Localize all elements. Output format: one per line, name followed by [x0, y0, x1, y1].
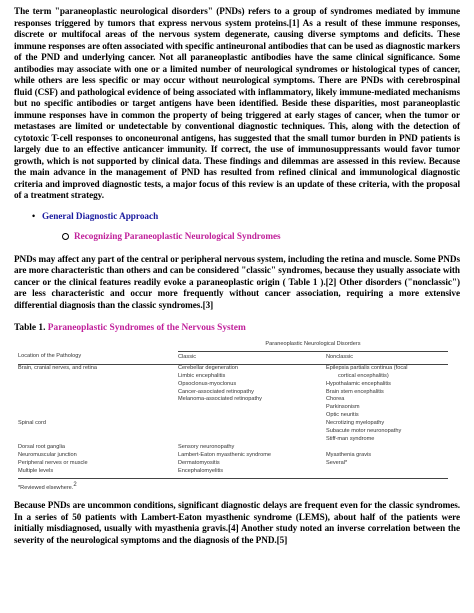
- table-body: [18, 364, 448, 478]
- col-header-nonclassic: Nonclassic: [326, 351, 448, 364]
- cell-classic: Cerebellar degeneration: [178, 364, 239, 371]
- footnote-ref: 2: [73, 481, 77, 488]
- recognizing-pnd-link[interactable]: Recognizing Paraneoplastic Neurological Syndromes: [74, 230, 281, 241]
- table-row: [18, 452, 448, 460]
- cell-nonclassic: Myasthenia gravis: [326, 451, 372, 458]
- cell-nonclassic: [326, 444, 448, 452]
- cell-nonclassic: Necrotizing myelopathy: [326, 420, 385, 427]
- cell-location: [18, 428, 178, 436]
- cell-nonclassic: Epilepsia partialis continua (focal: [326, 364, 408, 371]
- cell-classic: [178, 428, 326, 436]
- table-caption: [14, 322, 460, 334]
- subsection-nav: [42, 230, 460, 242]
- table-group-header: Paraneoplastic Neurological Disorders: [178, 340, 448, 351]
- cell-classic: Sensory neuronopathy: [178, 443, 235, 450]
- nav-item-recognizing: [74, 230, 460, 242]
- classic-syndromes-paragraph: PNDs may affect any part of the central or peripheral nervous system, including the retina and muscle. Some PNDs are more characteristic than others and can be considered "classic" syndromes, because they usually associate with cancer or the clinical features readily evoke a paraneoplastic origin ( Table 1 ).[2] Other disorders ("nonclassic") are less characteristic and occur more frequently without cancer association, requiring a more extensive differential diagnosis than the classic syndromes.[3]: [14, 253, 460, 310]
- cell-location: [18, 436, 178, 444]
- cell-nonclassic: [326, 468, 448, 478]
- nav-item-general-approach: [42, 210, 460, 242]
- cell-location: Brain, cranial nerves, and retina: [18, 364, 97, 371]
- cell-classic: Dermatomyositis: [178, 459, 220, 466]
- table-corner: [18, 340, 178, 351]
- cell-location: [18, 381, 178, 389]
- table-figure: [18, 340, 448, 490]
- cell-location: Spinal cord: [18, 420, 46, 427]
- cell-classic: Limbic encephalitis: [178, 372, 226, 379]
- table-row: [18, 364, 448, 372]
- cell-location: [18, 404, 178, 412]
- table-row: [18, 444, 448, 452]
- section-nav: [14, 210, 460, 242]
- cell-location: Peripheral nerves or muscle: [18, 459, 88, 466]
- footnote-text: *Reviewed elsewhere.: [18, 484, 74, 491]
- table-row: [18, 460, 448, 468]
- cell-classic: Lambert-Eaton myasthenic syndrome: [178, 451, 271, 458]
- cell-nonclassic: Chorea: [326, 396, 345, 403]
- cell-location: [18, 412, 178, 420]
- cell-nonclassic: cortical encephalitis): [338, 372, 389, 379]
- col-header-location: Location of the Pathology: [18, 351, 178, 364]
- col-header-classic: Classic: [178, 351, 326, 364]
- cell-classic: Opsoclonus-myoclonus: [178, 380, 237, 387]
- table-row: [18, 396, 448, 404]
- cell-location: Neuromuscular junction: [18, 451, 77, 458]
- table-row: [18, 468, 448, 478]
- cell-nonclassic: Optic neuritis: [326, 412, 359, 419]
- hollow-bullet-icon: [62, 233, 69, 240]
- cell-classic: Encephalomyelitis: [178, 468, 326, 478]
- cell-nonclassic: Parkinsonism: [326, 404, 360, 411]
- table-row: [18, 428, 448, 436]
- cell-location: [18, 396, 178, 404]
- cell-classic: [178, 404, 326, 412]
- cell-nonclassic: Several*: [326, 459, 348, 466]
- table-row: [18, 412, 448, 420]
- diagnostic-delay-paragraph: Because PNDs are uncommon conditions, significant diagnostic delays are frequent even for the classic syndromes. In a series of 50 patients with Lambert-Eaton myasthenic syndrome (LEMS), about half of the patients were initially misdiagnosed, usually with myasthenia gravis.[4] Another study noted an inverse correlation between the severity of the neurological symptoms and the diagnosis of the PND.[5]: [14, 500, 460, 545]
- cell-classic: [178, 412, 326, 420]
- cell-location: [18, 373, 178, 381]
- cell-classic: Melanoma-associated retinopathy: [178, 396, 262, 403]
- syndromes-table: [18, 340, 448, 479]
- cell-nonclassic: Hypothalamic encephalitis: [326, 380, 391, 387]
- table-title: Paraneoplastic Syndromes of the Nervous System: [47, 323, 246, 333]
- general-diagnostic-approach-link[interactable]: General Diagnostic Approach: [42, 210, 159, 221]
- table-row: [18, 381, 448, 389]
- table-number: Table 1.: [14, 323, 46, 333]
- cell-nonclassic: Brain stem encephalitis: [326, 388, 384, 395]
- table-row: [18, 373, 448, 381]
- cell-classic: Cancer-associated retinopathy: [178, 388, 254, 395]
- table-row: [18, 389, 448, 397]
- table-row: [18, 404, 448, 412]
- cell-nonclassic: Subacute motor neuronopathy: [326, 428, 402, 435]
- cell-location: Dorsal root ganglia: [18, 443, 65, 450]
- table-footnote: [18, 482, 448, 491]
- cell-classic: [178, 420, 326, 428]
- cell-location: [18, 389, 178, 397]
- cell-location: Multiple levels: [18, 468, 178, 478]
- cell-nonclassic: Stiff-man syndrome: [326, 435, 375, 442]
- table-row: [18, 436, 448, 444]
- cell-classic: [178, 436, 326, 444]
- table-row: [18, 420, 448, 428]
- intro-paragraph: The term "paraneoplastic neurological disorders" (PNDs) refers to a group of syndromes mediated by immune responses triggered by tumors that express nervous system proteins.[1] As a result of these immune responses, discrete or multifocal areas of the nervous system degenerate, causing diverse symptoms and deficits. These immune responses are often associated with specific antineuronal antibodies that can be used as diagnostic markers of the PND and underlying cancer. Not all paraneoplastic antibodies have the same clinical significance. Some antibodies may associate with one or a limited number of neurological syndromes or histological types of cancer, while others are less specific or may occur without neurological symptoms. There are PNDs with cerebrospinal fluid (CSF) and pathological evidence of being associated with inflammatory, likely immune-mediated mechanisms but no specific antibodies or target antigens have been identified. Beside these disparities, most paraneoplastic immune responses have in common the property of being triggered at early stages of cancer, when the tumor or metastases are limited or undetectable by conventional diagnostic techniques. This, along with the detection of cytotoxic T-cell responses to onconeuronal antigens, has suggested that the small tumor burden in PND patients is largely due to an effective anticancer immunity. If correct, the use of immunosuppressants would favor tumor growth, which is not supported by clinical data. These findings and dilemmas are assessed in this review. Because the main advance in the management of PND has resulted from refined clinical and immunological diagnostic criteria and improved diagnostic tests, a major focus of this review is an update of these criteria, with the proposal of a treatment strategy.: [14, 6, 460, 200]
- article-page: [14, 6, 460, 546]
